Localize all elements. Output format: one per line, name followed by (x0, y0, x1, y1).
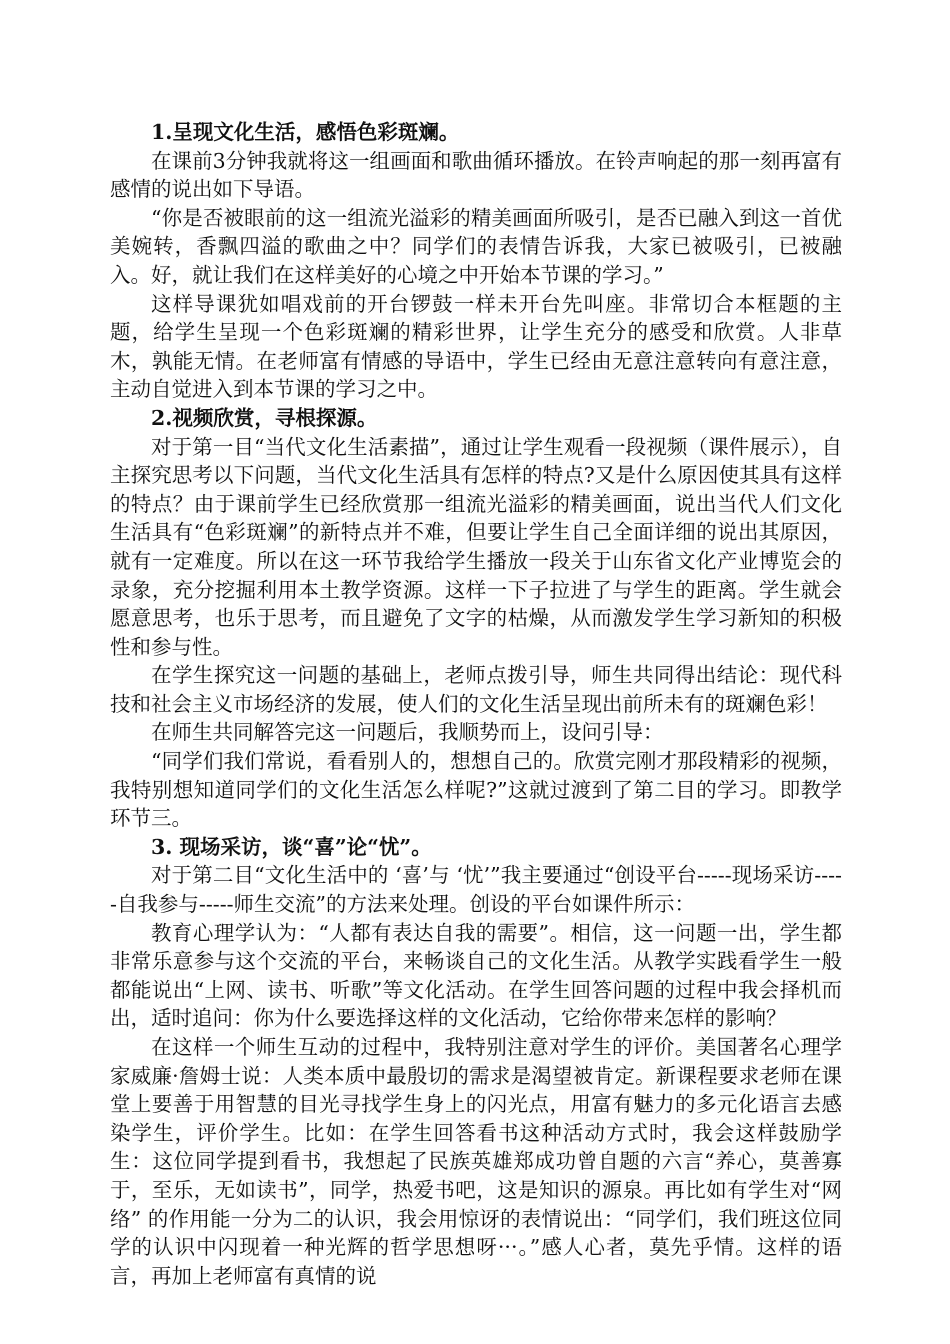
paragraph: 在学生探究这一问题的基础上，老师点拨引导，师生共同得出结论：现代科技和社会主义市场经济的发展，使人们的文化生活呈现出前所未有的斑斓色彩！ (110, 663, 842, 716)
section-heading-1: 1.呈现文化生活，感悟色彩斑斓。 (151, 120, 460, 144)
section-heading-3: 3. 现场采访，谈“喜”论“忧”。 (151, 834, 432, 859)
paragraph: 对于第二目“文化生活中的 ‘喜’与 ‘忧’”我主要通过“创设平台-----现场采访-----自我参与-----师生交流”的方法来处理。创设的平台如课件所示： (110, 863, 842, 917)
section-heading-2: 2.视频欣赏，寻根探源。 (151, 405, 378, 430)
paragraph: “你是否被眼前的这一组流光溢彩的精美画面所吸引，是否已融入到这一首优美婉转，香飘四溢的歌曲之中？同学们的表情告诉我，大家已被吸引，已被融入。好，就让我们在这样美好的心境之中开始本节课的学习。” (110, 205, 842, 287)
paragraph: 教育心理学认为：“人都有表达自我的需要”。相信，这一问题一出，学生都非常乐意参与这个交流的平台，来畅谈自己的文化生活。从教学实践看学生一般都能说出“上网、读书、听歌”等文化活动。在学生回答问题的过程中我会择机而出，适时追问：你为什么要选择这样的文化活动，它给你带来怎样的影响？ (110, 920, 842, 1031)
paragraph: 在师生共同解答完这一问题后，我顺势而上，设问引导： (151, 720, 664, 745)
document-page (110, 118, 842, 1290)
paragraph: “同学们我们常说，看看别人的，想想自己的。欣赏完刚才那段精彩的视频，我特别想知道同学们的文化生活怎么样呢?”这就过渡到了第二目的学习。即教学环节三。 (110, 749, 842, 831)
paragraph: 对于第一目“当代文化生活素描”，通过让学生观看一段视频（课件展示），自主探究思考以下问题，当代文化生活具有怎样的特点?又是什么原因使其具有这样的特点？由于课前学生已经欣赏那一组流光溢彩的精美画面，说出当代人们文化生活具有“色彩斑斓”的新特点并不难，但要让学生自己全面详细的说出其原因，就有一定难度。所以在这一环节我给学生播放一段关于山东省文化产业博览会的录象，充分挖掘利用本土教学资源。这样一下子拉进了与学生的距离。学生就会愿意思考，也乐于思考，而且避免了文字的枯燥，从而激发学生学习新知的积极性和参与性。 (110, 434, 842, 659)
paragraph: 在这样一个师生互动的过程中，我特别注意对学生的评价。美国著名心理学家威廉·詹姆士说：人类本质中最殷切的需求是渴望被肯定。新课程要求老师在课堂上要善于用智慧的目光寻找学生身上的闪光点，用富有魅力的多元化语言去感染学生，评价学生。比如：在学生回答看书这种活动方式时，我会这样鼓励学生：这位同学提到看书，我想起了民族英雄郑成功曾自题的六言“养心，莫善寡于，至乐，无如读书”，同学，热爱书吧，这是知识的源泉。再比如有学生对“网络” 的作用能一分为二的认识，我会用惊讶的表情说出：“同学们，我们班这位同学的认识中闪现着一种光辉的哲学思想呀···。”感人心者，莫先乎情。这样的语言，再加上老师富有真情的说 (110, 1035, 842, 1288)
paragraph: 在课前3分钟我就将这一组画面和歌曲循环播放。在铃声响起的那一刻再富有感情的说出如下导语。 (110, 148, 842, 202)
paragraph: 这样导课犹如唱戏前的开台锣鼓一样未开台先叫座。非常切合本框题的主题，给学生呈现一个色彩斑斓的精彩世界，让学生充分的感受和欣赏。人非草木，孰能无情。在老师富有情感的导语中，学生已经由无意注意转向有意注意，主动自觉进入到本节课的学习之中。 (110, 291, 842, 402)
